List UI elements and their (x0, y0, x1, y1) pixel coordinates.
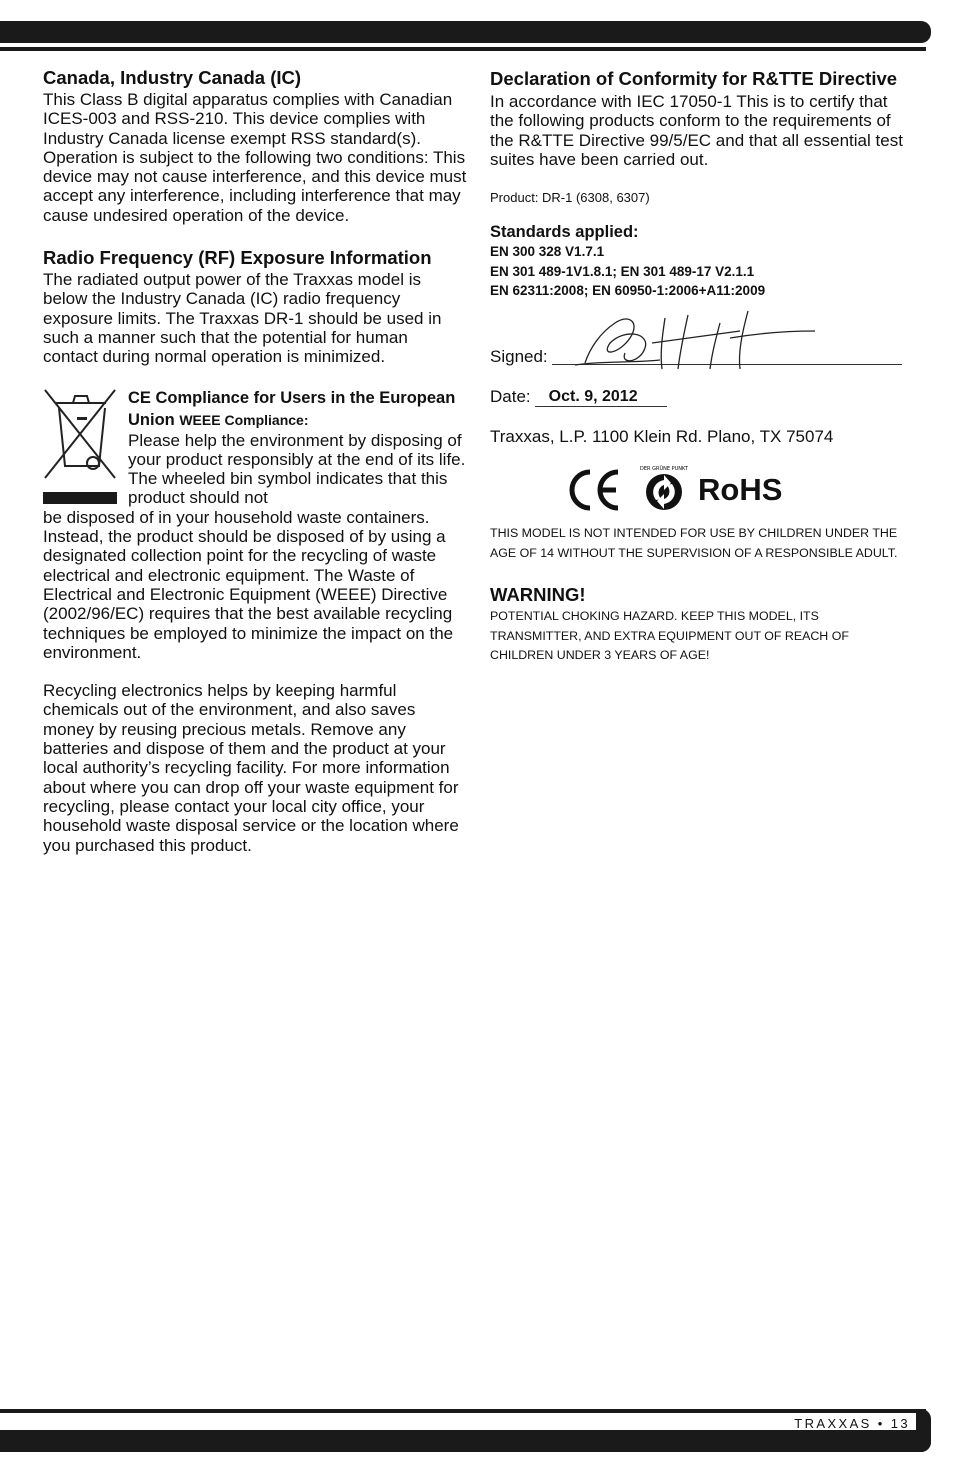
product-line: Product: DR-1 (6308, 6307) (490, 190, 650, 206)
footer-bar (0, 1430, 931, 1452)
date-label: Date: (490, 386, 531, 406)
declaration-body: In accordance with IEC 17050-1 This is to certify that the following products conform to the requirements of the R&TTE Directive 99/5/EC and that all essential test suites have been carried out. (490, 92, 903, 169)
ce-heading-text: CE Compliance for Users in the European Union (128, 388, 456, 429)
footer-separator: • (877, 1416, 885, 1431)
right-column (490, 66, 910, 666)
rohs-logo: RoHS (698, 471, 783, 507)
date-row (490, 387, 910, 407)
rf-body: The radiated output power of the Traxxas model is below the Industry Canada (IC) radio frequency exposure limits. The Traxxas DR-1 should be used in such a manner such that the potential for human contact during normal operation is minimized. (43, 270, 442, 367)
standard-line: EN 62311:2008; EN 60950-1:2006+A11:2009 (490, 283, 766, 299)
green-dot-icon (634, 460, 694, 516)
warning-body: POTENTIAL CHOKING HAZARD. KEEP THIS MODEL, ITS TRANSMITTER, AND EXTRA EQUIPMENT OUT OF REACH OF CHILDREN UNDER 3 YEARS OF AGE! (490, 609, 849, 663)
header-bar (0, 21, 931, 43)
ce-body-indented: Please help the environment by disposing of your product responsibly at the end of its life. The wheeled bin symbol indicates that this product should not (128, 430, 466, 508)
ce-body-rest: be disposed of in your household waste containers. Instead, the product should be disposed of by using a designated collection point for the recycling of waste electrical and electronic equipment. The Waste of Electrical and Electronic Equipment (WEEE) Directive (2002/96/EC) requires that the best available recycling techniques be employed to minimize the impact on the environment. (43, 507, 454, 662)
compliance-logos (490, 460, 910, 516)
ce-mark-icon (566, 466, 626, 516)
handwritten-signature (570, 303, 820, 373)
signature-row (490, 309, 910, 369)
rf-heading: Radio Frequency (RF) Exposure Information (43, 247, 432, 269)
standard-line: EN 300 328 V1.7.1 (490, 244, 605, 260)
ce-heading (128, 387, 467, 431)
weee-subheading: WEEE Compliance: (179, 411, 309, 428)
green-dot-ring-text: DER GRÜNE PUNKT (640, 465, 688, 472)
canada-heading: Canada, Industry Canada (IC) (43, 67, 302, 88)
declaration-heading: Declaration of Conformity for R&TTE Directive (490, 68, 898, 89)
footer-page-label (794, 1416, 910, 1431)
date-value: Oct. 9, 2012 (535, 388, 667, 407)
footer-brand: TRAXXAS (794, 1416, 872, 1431)
address-line: Traxxas, L.P. 1100 Klein Rd. Plano, TX 75074 (490, 426, 834, 446)
warning-heading: WARNING! (490, 584, 586, 606)
footer-corner (916, 1409, 931, 1452)
signed-label: Signed: (490, 346, 548, 366)
children-notice: THIS MODEL IS NOT INTENDED FOR USE BY CHILDREN UNDER THE AGE OF 14 WITHOUT THE SUPERVISION OF A RESPONSIBLE ADULT. (490, 525, 898, 560)
ce-compliance-section (43, 387, 467, 663)
canada-body: This Class B digital apparatus complies with Canadian ICES-003 and RSS-210. This device complies with Industry Canada license exempt RSS standard(s). Operation is subject to the following two conditions: This device may not cause interference, and this device must accept any interference, including interference that may cause undesired operation of the device. (43, 90, 467, 225)
page-number: 13 (890, 1416, 910, 1431)
standards-label: Standards applied: (490, 222, 639, 241)
footer-rule (0, 1409, 926, 1413)
recycling-body: Recycling electronics helps by keeping harmful chemicals out of the environment, and also saves money by reusing precious metals. Remove any batteries and dispose of them and the product at your local authority’s recycling facility. For more information about where you can drop off your waste equipment for recycling, please contact your local city office, your household waste disposal service or the location where you purchased this product. (43, 681, 459, 855)
weee-crossed-bin-icon (43, 388, 117, 504)
left-column (43, 66, 467, 855)
standard-line: EN 301 489-1V1.8.1; EN 301 489-17 V2.1.1 (490, 263, 755, 279)
header-rule (0, 47, 926, 51)
